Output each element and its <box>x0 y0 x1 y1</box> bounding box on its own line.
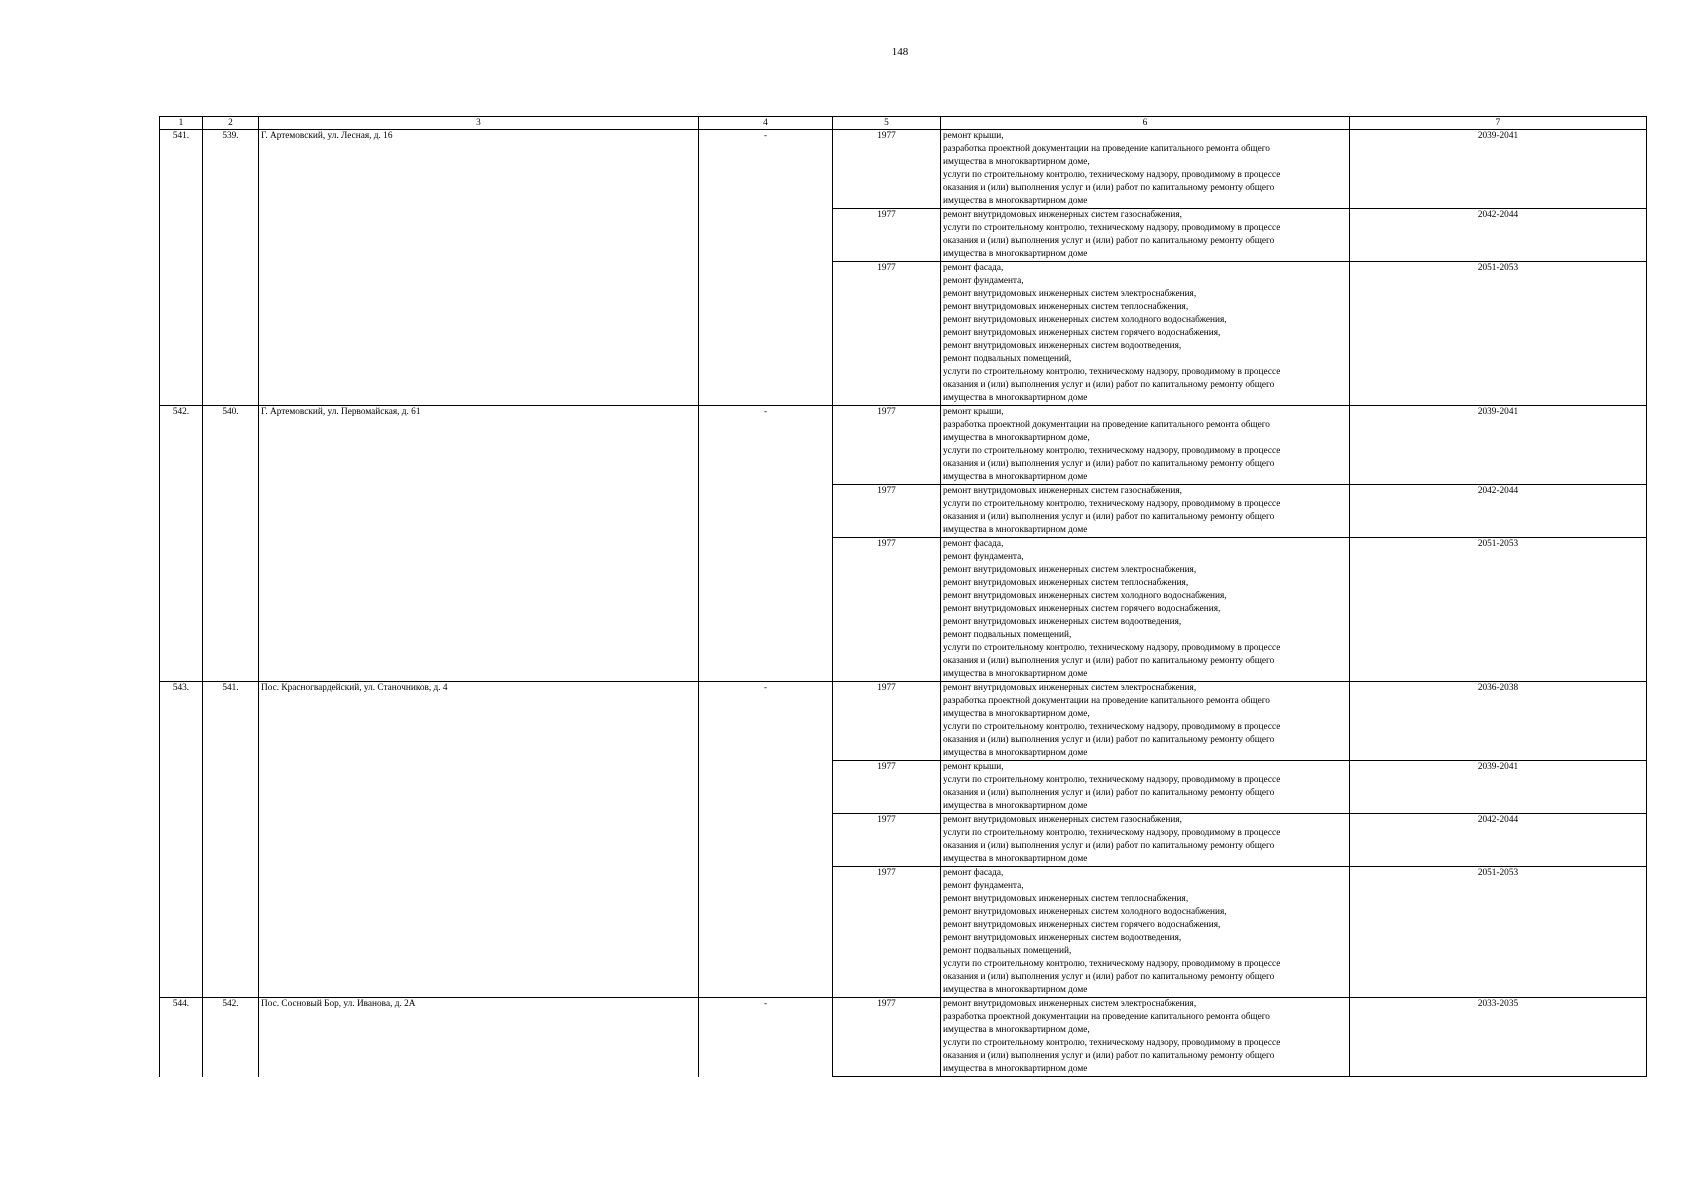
header-col-3: 3 <box>259 117 699 130</box>
table-row <box>160 406 1647 485</box>
col4-cell: - <box>699 130 833 406</box>
year-cell: 1977 <box>833 814 941 867</box>
year-cell: 1977 <box>833 406 941 485</box>
house-number: 541. <box>203 682 259 998</box>
year-cell: 1977 <box>833 682 941 761</box>
header-col-2: 2 <box>203 117 259 130</box>
works-cell: ремонт фасада, ремонт фундамента, ремонт внутридомовых инженерных систем электроснабжения, ремонт внутридомовых инженерных систем теплоснабжения, ремонт внутридомовых инженерных систем холодного водоснабжения, ремонт внутридомовых инженерных систем горячего водоснабжения, ремонт внутридомовых инженерных систем водоотведения, ремонт подвальных помещений, услуги по строительному контролю, техническому надзору, проводимому в процессе оказания и (или) выполнения услуг и (или) работ по капитальному ремонту общего имущества в многоквартирном доме <box>941 262 1350 406</box>
record-number: 543. <box>160 682 203 998</box>
works-cell: ремонт фасада, ремонт фундамента, ремонт внутридомовых инженерных систем электроснабжения, ремонт внутридомовых инженерных систем теплоснабжения, ремонт внутридомовых инженерных систем холодного водоснабжения, ремонт внутридомовых инженерных систем горячего водоснабжения, ремонт внутридомовых инженерных систем водоотведения, ремонт подвальных помещений, услуги по строительному контролю, техническому надзору, проводимому в процессе оказания и (или) выполнения услуг и (или) работ по капитальному ремонту общего имущества в многоквартирном доме <box>941 538 1350 682</box>
works-cell: ремонт крыши, услуги по строительному контролю, техническому надзору, проводимому в процессе оказания и (или) выполнения услуг и (или) работ по капитальному ремонту общего имущества в многоквартирном доме <box>941 761 1350 814</box>
period-cell: 2039-2041 <box>1350 406 1647 485</box>
house-number: 539. <box>203 130 259 406</box>
period-cell: 2033-2035 <box>1350 998 1647 1077</box>
period-cell: 2051-2053 <box>1350 262 1647 406</box>
record-number: 544. <box>160 998 203 1077</box>
works-cell: ремонт фасада, ремонт фундамента, ремонт внутридомовых инженерных систем теплоснабжения, ремонт внутридомовых инженерных систем холодного водоснабжения, ремонт внутридомовых инженерных систем горячего водоснабжения, ремонт внутридомовых инженерных систем водоотведения, ремонт подвальных помещений, услуги по строительному контролю, техническому надзору, проводимому в процессе оказания и (или) выполнения услуг и (или) работ по капитальному ремонту общего имущества в многоквартирном доме <box>941 867 1350 998</box>
capital-repair-table <box>159 116 1647 1077</box>
works-cell: ремонт внутридомовых инженерных систем газоснабжения, услуги по строительному контролю, техническому надзору, проводимому в процессе оказания и (или) выполнения услуг и (или) работ по капитальному ремонту общего имущества в многоквартирном доме <box>941 814 1350 867</box>
header-col-5: 5 <box>833 117 941 130</box>
record-number: 542. <box>160 406 203 682</box>
year-cell: 1977 <box>833 485 941 538</box>
table-row <box>160 682 1647 761</box>
table-row <box>160 998 1647 1077</box>
header-col-7: 7 <box>1350 117 1647 130</box>
year-cell: 1977 <box>833 538 941 682</box>
year-cell: 1977 <box>833 262 941 406</box>
works-cell: ремонт крыши, разработка проектной документации на проведение капитального ремонта общего имущества в многоквартирном доме, услуги по строительному контролю, техническому надзору, проводимому в процессе оказания и (или) выполнения услуг и (или) работ по капитальному ремонту общего имущества в многоквартирном доме <box>941 130 1350 209</box>
year-cell: 1977 <box>833 867 941 998</box>
period-cell: 2039-2041 <box>1350 761 1647 814</box>
house-number: 540. <box>203 406 259 682</box>
works-cell: ремонт крыши, разработка проектной документации на проведение капитального ремонта общего имущества в многоквартирном доме, услуги по строительному контролю, техническому надзору, проводимому в процессе оказания и (или) выполнения услуг и (или) работ по капитальному ремонту общего имущества в многоквартирном доме <box>941 406 1350 485</box>
address-cell: Г. Артемовский, ул. Первомайская, д. 61 <box>259 406 699 682</box>
period-cell: 2051-2053 <box>1350 867 1647 998</box>
address-cell: Пос. Красногвардейский, ул. Станочников, д. 4 <box>259 682 699 998</box>
table-body <box>160 130 1647 1077</box>
period-cell: 2042-2044 <box>1350 814 1647 867</box>
table-row <box>160 130 1647 209</box>
record-number: 541. <box>160 130 203 406</box>
col4-cell: - <box>699 406 833 682</box>
period-cell: 2042-2044 <box>1350 209 1647 262</box>
header-row <box>160 117 1647 130</box>
period-cell: 2039-2041 <box>1350 130 1647 209</box>
header-col-4: 4 <box>699 117 833 130</box>
period-cell: 2036-2038 <box>1350 682 1647 761</box>
header-col-6: 6 <box>941 117 1350 130</box>
year-cell: 1977 <box>833 209 941 262</box>
works-cell: ремонт внутридомовых инженерных систем электроснабжения, разработка проектной документации на проведение капитального ремонта общего имущества в многоквартирном доме, услуги по строительному контролю, техническому надзору, проводимому в процессе оказания и (или) выполнения услуг и (или) работ по капитальному ремонту общего имущества в многоквартирном доме <box>941 682 1350 761</box>
year-cell: 1977 <box>833 998 941 1077</box>
year-cell: 1977 <box>833 761 941 814</box>
house-number: 542. <box>203 998 259 1077</box>
period-cell: 2051-2053 <box>1350 538 1647 682</box>
page-number: 148 <box>891 46 909 58</box>
address-cell: Пос. Сосновый Бор, ул. Иванова, д. 2А <box>259 998 699 1077</box>
header-col-1: 1 <box>160 117 203 130</box>
works-cell: ремонт внутридомовых инженерных систем газоснабжения, услуги по строительному контролю, техническому надзору, проводимому в процессе оказания и (или) выполнения услуг и (или) работ по капитальному ремонту общего имущества в многоквартирном доме <box>941 485 1350 538</box>
col4-cell: - <box>699 682 833 998</box>
period-cell: 2042-2044 <box>1350 485 1647 538</box>
works-cell: ремонт внутридомовых инженерных систем электроснабжения, разработка проектной документации на проведение капитального ремонта общего имущества в многоквартирном доме, услуги по строительному контролю, техническому надзору, проводимому в процессе оказания и (или) выполнения услуг и (или) работ по капитальному ремонту общего имущества в многоквартирном доме <box>941 998 1350 1077</box>
works-cell: ремонт внутридомовых инженерных систем газоснабжения, услуги по строительному контролю, техническому надзору, проводимому в процессе оказания и (или) выполнения услуг и (или) работ по капитальному ремонту общего имущества в многоквартирном доме <box>941 209 1350 262</box>
year-cell: 1977 <box>833 130 941 209</box>
address-cell: Г. Артемовский, ул. Лесная, д. 16 <box>259 130 699 406</box>
col4-cell: - <box>699 998 833 1077</box>
